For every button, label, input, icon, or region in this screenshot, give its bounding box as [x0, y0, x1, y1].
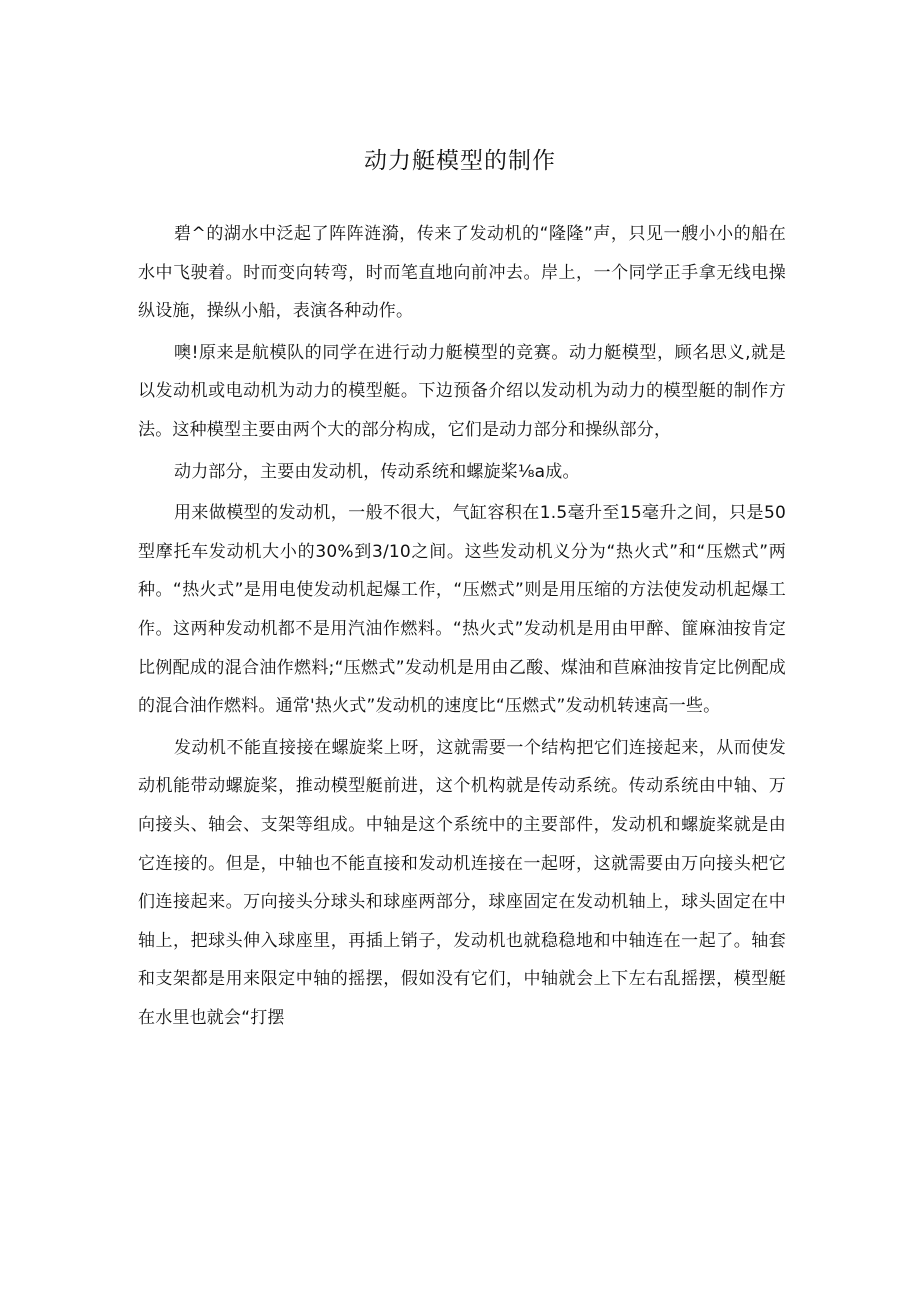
paragraph-2: 噢!原来是航模队的同学在进行动力艇模型的竞赛。动力艇模型，顾名思义,就是以发动机或电动机为动力的模型艇。下边预备介绍以发动机为动力的模型艇的制作方法。这种模型主要由两个大的部分构成，它们是动力部分和操纵部分， [138, 342, 786, 440]
document-body [138, 215, 786, 1040]
paragraph-4: 用来做模型的发动机，一般不很大，气缸容积在1.5毫升至15毫升之间，只是50型摩托车发动机大小的30%到3/10之间。这些发动机义分为“热火式”和“压燃式”两种。“热火式”是用电使发动机起爆工作，“压燃式”则是用压缩的方法使发动机起爆工作。这两种发动机都不是用汽油作燃料。“热火式”发动机是用由甲醉、篚麻油按肯定比例配成的混合油作燃料;“压燃式”发动机是用由乙酸、煤油和苣麻油按肯定比例配成的混合油作燃料。通常'热火式”发动机的速度比“压燃式”发动机转速高一些。 [138, 503, 786, 717]
paragraph-3: 动力部分，主要由发动机，传动系统和螺旋桨⅛a成。 [174, 461, 580, 482]
paragraph-1: 碧^的湖水中泛起了阵阵涟漪，传来了发动机的“隆隆”声，只见一艘小小的船在水中飞驶着。时而变向转弯，时而笔直地向前冲去。岸上，一个同学正手拿无线电操纵设施，操纵小船，表演各种动作。 [138, 224, 786, 322]
paragraph-5: 发动机不能直接接在螺旋桨上呀，这就需要一个结构把它们连接起来，从而使发动机能带动螺旋桨，推动模型艇前进，这个机构就是传动系统。传动系统由中轴、万向接头、轴会、支架等组成。中轴是这个系统中的主要部件，发动机和螺旋桨就是由它连接的。但是，中轴也不能直接和发动机连接在一起呀，这就需要由万向接头杷它们连接起来。万向接头分球头和球座两部分，球座固定在发动机轴上，球头固定在中轴上，把球头伸入球座里，再插上销子，发动机也就稳稳地和中轴连在一起了。轴套和支架都是用来限定中轴的摇摆，假如没有它们，中轴就会上下左右乱摇摆，模型艇在水里也就会“打摆 [138, 737, 786, 1028]
document-title: 动力艇模型的制作 [364, 148, 556, 174]
